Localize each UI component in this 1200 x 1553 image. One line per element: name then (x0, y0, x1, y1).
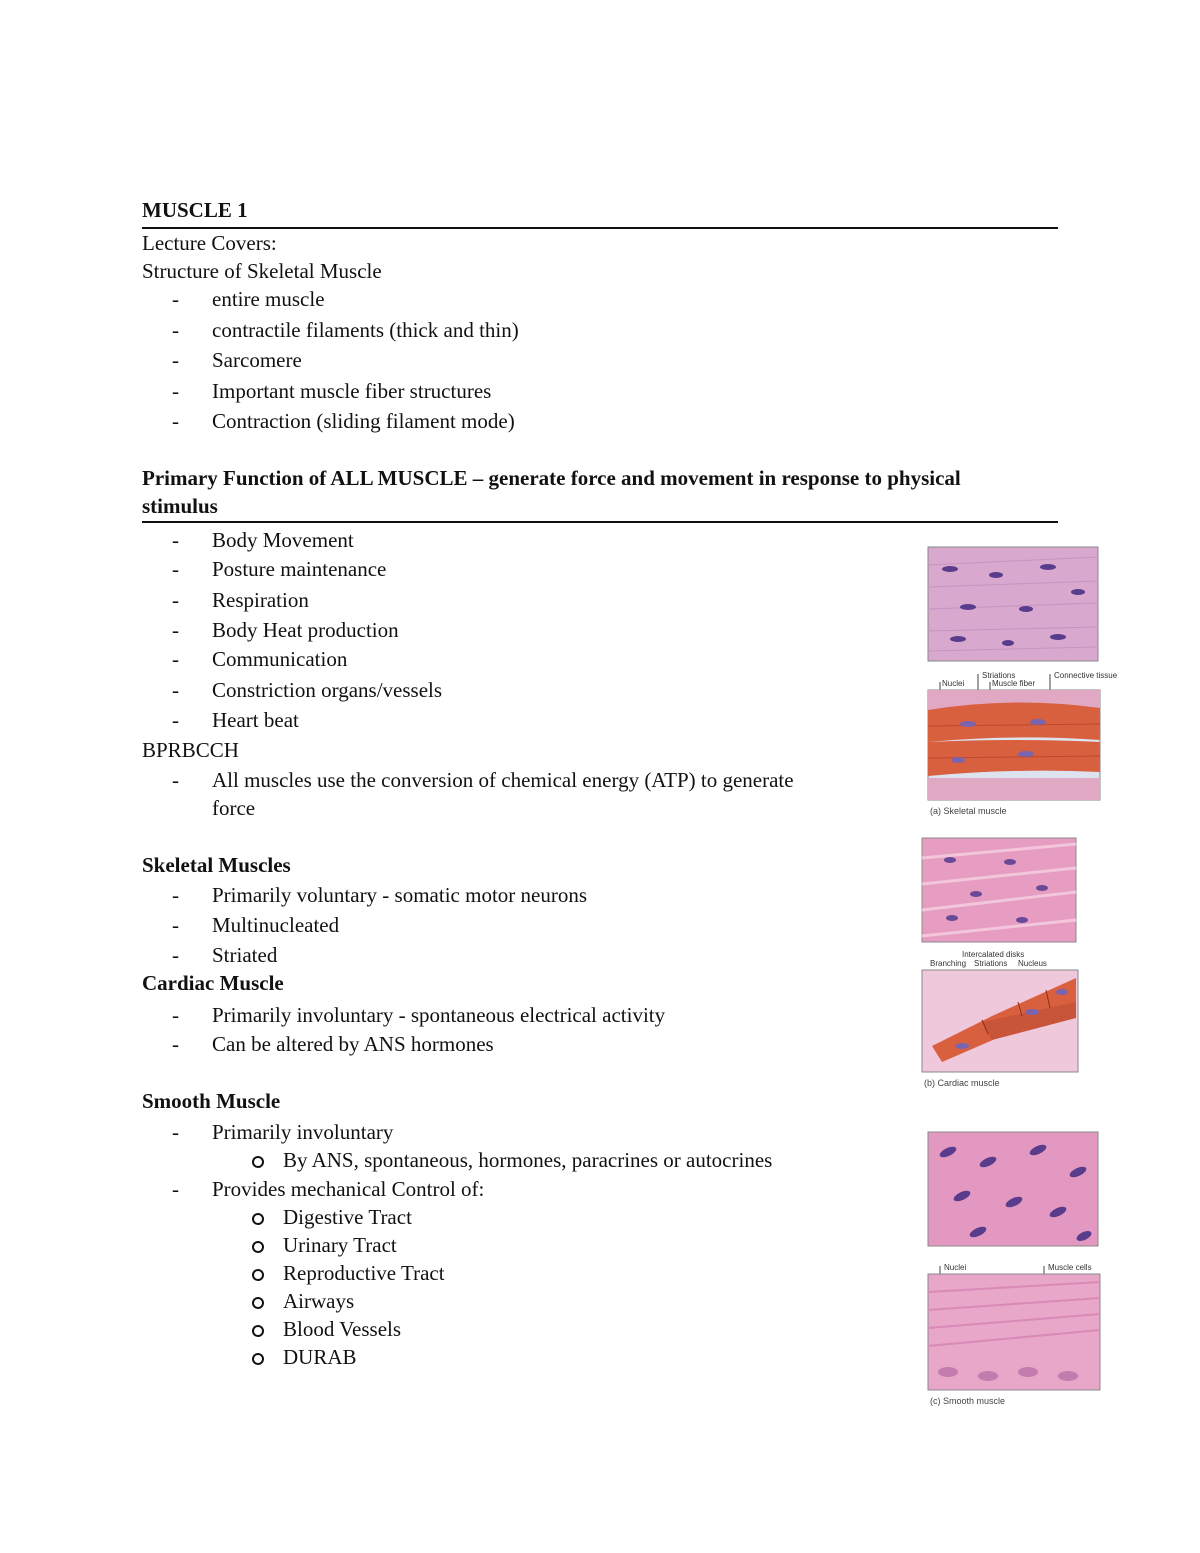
list-item: Body Movement (212, 528, 354, 552)
list-item: Striated (212, 943, 278, 967)
primary-heading-line1: Primary Function of ALL MUSCLE – generate force and movement in response to physical (142, 466, 961, 490)
list-item: Contraction (sliding filament mode) (212, 409, 515, 433)
circle-bullet-icon (252, 1325, 264, 1337)
circle-bullet-icon (252, 1297, 264, 1309)
sub-list-item: Digestive Tract (283, 1205, 412, 1229)
fig-label: Nuclei (944, 1263, 967, 1272)
fig-label: Muscle cells (1048, 1263, 1092, 1272)
sub-list-item: Airways (283, 1289, 355, 1313)
atp-note-line1: All muscles use the conversion of chemical energy (ATP) to generate (212, 768, 794, 792)
mnemonic: BPRBCCH (142, 738, 239, 762)
circle-bullet-icon (252, 1213, 264, 1225)
fig-label: Intercalated disks (962, 950, 1025, 959)
fig-label: Connective tissue (1054, 671, 1118, 680)
sub-list-item: Urinary Tract (283, 1233, 397, 1257)
circle-bullet-icon (252, 1353, 264, 1365)
fig-label: Nuclei (942, 679, 965, 688)
fig-label: Branching (930, 959, 967, 968)
list-item: Primarily involuntary (212, 1120, 394, 1144)
fig-label: Nucleus (1018, 959, 1047, 968)
page-title: MUSCLE 1 (142, 198, 248, 222)
fig-caption: (c) Smooth muscle (930, 1396, 1006, 1406)
circle-bullet-icon (252, 1156, 264, 1168)
list-item: Primarily involuntary - spontaneous electrical activity (212, 1003, 666, 1027)
document-page: MUSCLE 1 Lecture Covers: Structure of Skeletal Muscle - entire muscle - contractile filaments (thick and thin) - Sarcomere - Important muscle fiber structures - Contraction (sliding filament mode) Primary Function of ALL MUSCLE – generate force and movement in response to physical stimulus - Body Movement - Posture maintenance - Respiration - Body Heat production - Communication - Constriction organs/vessels - Heart beat BPRBCCH - All muscles use the conversion of chemical energy (ATP) to generate force Skeletal Muscles - Primarily voluntary - somatic motor neurons - Multinucleated - Striated Cardiac Muscle - Primarily involuntary - spontaneous electrical activity - Can be altered by ANS hormones Smooth Muscle - Primarily involuntary By ANS, spontaneous, hormones, paracrines or autocrines - Provides mechanical Control of: Digestive Tract Urinary Tract Reproductive Tract Airways Blood Vessels DURAB Nuclei Striations Muscle fiber Connective tissue (a) Skeletal muscle Intercalated disks Branching Striations Nucleus (b) Cardiac muscle Nuclei Muscle cells (c) Smooth muscle (142, 198, 1118, 1406)
sub-list-item: DURAB (283, 1345, 357, 1369)
smooth-heading: Smooth Muscle (142, 1089, 281, 1113)
list-item: Multinucleated (212, 913, 340, 937)
list-item: Communication (212, 647, 348, 671)
skeletal-heading: Skeletal Muscles (142, 853, 291, 877)
skeletal-illustration (928, 668, 1118, 818)
list-item: Can be altered by ANS hormones (212, 1032, 494, 1056)
fig-label: Striations (974, 959, 1008, 968)
list-item: contractile filaments (thick and thin) (212, 318, 519, 342)
sub-list-item: Reproductive Tract (283, 1261, 445, 1285)
fig-label: Muscle fiber (992, 679, 1036, 688)
list-item: Provides mechanical Control of: (212, 1177, 485, 1201)
cardiac-heading: Cardiac Muscle (142, 971, 284, 995)
skeletal-micrograph (928, 547, 1098, 661)
list-item: Posture maintenance (212, 557, 387, 581)
lecture-topic: Structure of Skeletal Muscle (142, 259, 382, 283)
smooth-micrograph (928, 1132, 1098, 1246)
sub-list-item: Blood Vessels (283, 1317, 402, 1341)
circle-bullet-icon (252, 1241, 264, 1253)
list-item: Important muscle fiber structures (212, 379, 492, 403)
lecture-label: Lecture Covers: (142, 231, 277, 255)
fig-caption: (a) Skeletal muscle (930, 806, 1007, 816)
sub-list-item: By ANS, spontaneous, hormones, paracrines or autocrines (283, 1148, 773, 1172)
smooth-illustration (928, 1262, 1100, 1408)
list-item: Sarcomere (212, 348, 302, 372)
list-item: Respiration (212, 588, 309, 612)
title-rule (142, 227, 1058, 229)
primary-heading-line2: stimulus (142, 494, 218, 518)
fig-label: Striations (982, 671, 1016, 680)
fig-caption: (b) Cardiac muscle (924, 1078, 1000, 1088)
primary-rule (142, 521, 1058, 523)
cardiac-illustration (922, 950, 1078, 1090)
list-item: Body Heat production (212, 618, 399, 642)
list-item: Primarily voluntary - somatic motor neurons (212, 883, 588, 907)
circle-bullet-icon (252, 1269, 264, 1281)
atp-note-line2: force (212, 796, 256, 820)
cardiac-micrograph (922, 838, 1076, 942)
list-item: entire muscle (212, 287, 325, 311)
list-item: Constriction organs/vessels (212, 678, 443, 702)
list-item: Heart beat (212, 708, 299, 732)
